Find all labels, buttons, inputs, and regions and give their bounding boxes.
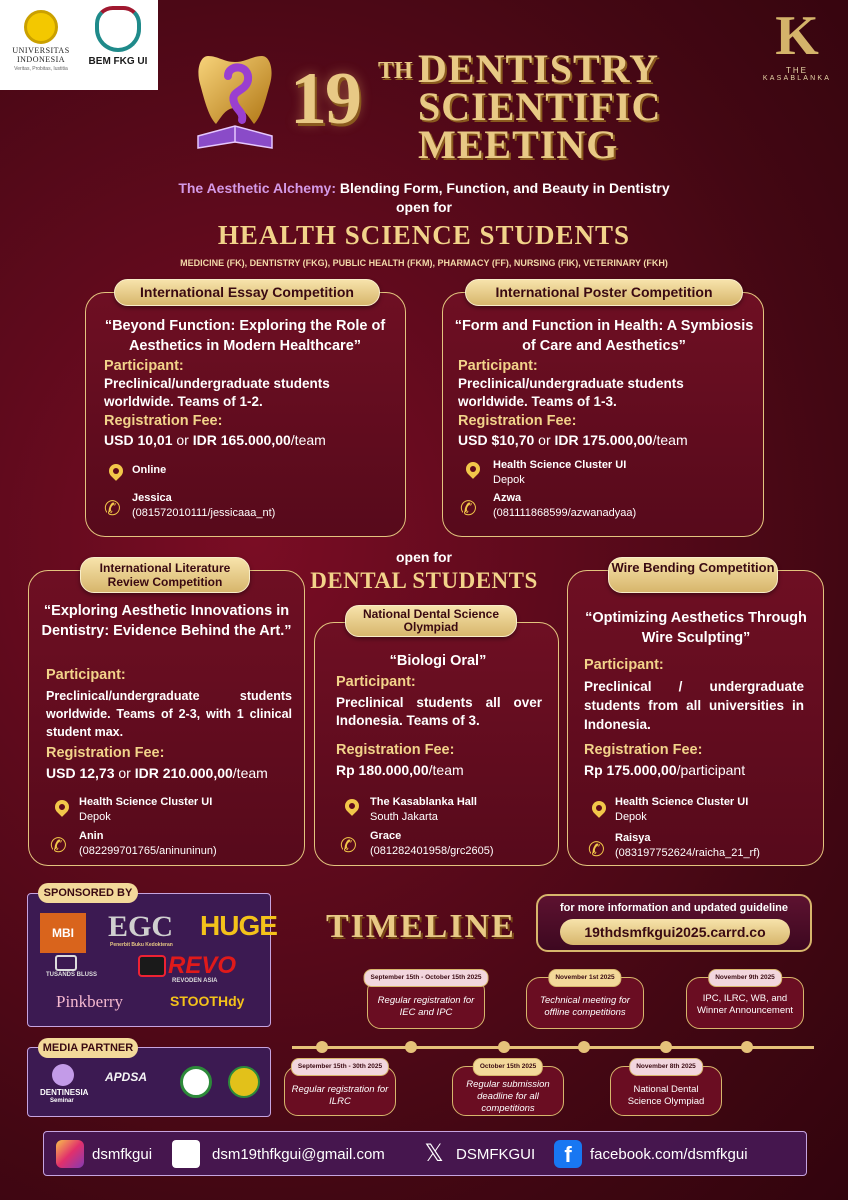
gmail-icon <box>172 1140 200 1168</box>
sponsor-stoothdy-logo: STOOTHdy <box>170 993 245 1009</box>
ilrc-location <box>79 795 212 825</box>
audience-heading: HEALTH SCIENCE STUDENTS <box>217 220 631 250</box>
media-dentinesia-sub: Seminar <box>50 1098 74 1104</box>
timeline-event <box>452 1063 564 1116</box>
timeline-dot <box>741 1041 753 1053</box>
ipc-theme: “Form and Function in Health: A Symbiosis of Care and Aesthetics” <box>454 318 754 354</box>
phone-icon: ✆ <box>340 835 357 857</box>
ipc-location <box>493 458 626 488</box>
ipc-fee-label: Registration Fee: <box>458 413 577 429</box>
ipc-contact <box>493 491 636 521</box>
title-line3: MEETING <box>418 122 619 167</box>
iec-contact-name: Jessica <box>132 492 172 504</box>
ilrc-contact-name: Anin <box>79 830 104 842</box>
event-title <box>418 46 662 167</box>
media-title: MEDIA PARTNER <box>38 1038 138 1058</box>
facebook-icon: f <box>554 1140 582 1168</box>
ui-logo <box>6 6 76 84</box>
ipc-fee-or: or <box>534 432 555 448</box>
open-for-label: open for <box>396 199 452 215</box>
sponsor-revo-sub: REVODEN ASIA <box>172 978 218 984</box>
theme-rest: Blending Form, Function, and Beauty in Dentistry <box>335 180 670 196</box>
ndso-location <box>370 795 477 825</box>
timeline-event-date: November 8th 2025 <box>629 1058 703 1076</box>
phone-icon: ✆ <box>50 835 67 857</box>
ipc-participant: Preclinical/undergraduate students worldwide. Teams of 1-3. <box>458 376 684 409</box>
timeline-line <box>292 1046 814 1049</box>
info-url-link[interactable]: 19thdsmfkgui2025.carrd.co <box>560 919 790 945</box>
title-line2: SCIENTIFIC <box>418 84 662 129</box>
sponsor-revo-logo: REVO <box>168 952 237 979</box>
theme-highlight: The Aesthetic Alchemy: <box>178 180 336 196</box>
timeline-event-text: National Dental Science Olympiad <box>627 1084 705 1107</box>
ilrc-participant-label: Participant: <box>46 667 126 683</box>
iec-fee <box>104 432 326 448</box>
ilrc-location-name: Health Science Cluster UI <box>79 796 213 808</box>
timeline-event <box>526 974 644 1029</box>
dentinesia-icon <box>52 1064 74 1086</box>
bem-logo-label: BEM FKG UI <box>88 56 148 67</box>
wb-label: Wire Bending Competition <box>608 557 778 593</box>
ilrc-participant: Preclinical/undergraduate students worldwide. Teams of 2-3, with 1 clinical student max. <box>46 689 292 739</box>
wb-theme: “Optimizing Aesthetics Through Wire Sculpting” <box>585 610 807 646</box>
ndso-contact-detail: (081282401958/grc2605) <box>370 845 494 857</box>
iec-participant: Preclinical/undergraduate students worldwide. Teams of 1-2. <box>104 376 330 409</box>
wb-contact-detail: (083197752624/raicha_21_rf) <box>615 847 760 859</box>
revo-shield-icon <box>138 955 166 977</box>
ilrc-fee-label: Registration Fee: <box>46 745 165 761</box>
timeline-dot <box>578 1041 590 1053</box>
kasablanka-logo <box>760 6 834 82</box>
iec-location <box>132 463 166 478</box>
ndso-location-name: The Kasablanka Hall <box>370 796 477 808</box>
sponsor-tusands-logo: TUSANDS BLUSS <box>46 972 98 978</box>
phone-icon: ✆ <box>588 839 605 861</box>
email-address[interactable]: dsm19thfkgui@gmail.com <box>212 1146 385 1163</box>
title-line1: DENTISTRY <box>418 46 659 91</box>
event-theme <box>0 180 848 196</box>
ndso-participant-label: Participant: <box>336 674 416 690</box>
ipc-fee-unit: /team <box>652 432 688 448</box>
ilrc-fee-usd: USD 12,73 <box>46 765 115 781</box>
timeline-event-text: IPC, ILRC, WB, and Winner Announcement <box>696 993 794 1016</box>
media-dentinesia-logo: DENTINESIA <box>40 1088 89 1097</box>
iec-contact-detail: (081572010111/jessicaaa_nt) <box>132 507 276 519</box>
majors-list: MEDICINE (FK), DENTISTRY (FKG), PUBLIC HEALTH (FKM), PHARMACY (FF), NURSING (FIK), VETERINARY (FKH) <box>180 258 668 268</box>
ui-logo-name2: INDONESIA <box>16 55 66 64</box>
timeline-event-text: Regular registration for IEC and IPC <box>377 995 475 1018</box>
wb-fee-amount: Rp 175.000,00 <box>584 762 677 778</box>
iec-contact <box>132 491 275 521</box>
ilrc-fee <box>46 765 268 781</box>
iec-fee-idr: IDR 165.000,00 <box>192 432 291 448</box>
kasablanka-letter: K <box>775 5 819 67</box>
sponsor-mbi-logo: MBI <box>40 913 86 953</box>
iec-theme: “Beyond Function: Exploring the Role of Aesthetics in Modern Healthcare” <box>104 318 386 354</box>
iec-fee-usd: USD 10,01 <box>104 432 173 448</box>
ndso-theme: “Biologi Oral” <box>389 653 487 669</box>
ilrc-theme: “Exploring Aesthetic Innovations in Dentistry: Evidence Behind the Art.” <box>41 603 292 639</box>
wb-contact <box>615 831 760 861</box>
ndso-fee-unit: /team <box>428 762 464 778</box>
ndso-fee-label: Registration Fee: <box>336 742 455 758</box>
ilrc-label: International Literature Review Competition <box>80 557 250 593</box>
timeline-event-date: November 9th 2025 <box>708 969 782 987</box>
sponsor-pinkberry-logo: Pinkberry <box>56 992 124 1011</box>
kasablanka-line2: KASABLANKA <box>762 75 832 82</box>
title-number: 19 <box>290 58 360 140</box>
title-suffix: TH <box>378 58 413 84</box>
bem-logo <box>82 4 154 86</box>
iec-fee-or: or <box>172 432 193 448</box>
ilrc-contact <box>79 829 217 859</box>
facebook-link[interactable]: facebook.com/dsmfkgui <box>590 1146 748 1163</box>
info-box <box>536 894 812 952</box>
sponsor-egc-sub: Penerbit Buku Kedokteran <box>110 942 173 948</box>
sponsor-huge-logo: HUGE <box>200 910 277 941</box>
iec-participant-label: Participant: <box>104 358 184 374</box>
ndso-label: National Dental Science Olympiad <box>345 605 517 637</box>
shirt-icon <box>55 955 77 971</box>
wb-fee-label: Registration Fee: <box>584 742 703 758</box>
timeline-event <box>367 974 485 1029</box>
iec-label: International Essay Competition <box>114 279 380 306</box>
ipc-contact-name: Azwa <box>493 492 522 504</box>
ndso-fee <box>336 762 464 778</box>
timeline-event-date: September 15th - 30th 2025 <box>291 1058 389 1076</box>
timeline-event-text: Technical meeting for offline competitions <box>540 995 630 1018</box>
wb-fee <box>584 762 745 778</box>
ndso-location-sub: South Jakarta <box>370 811 438 823</box>
timeline-event-text: Regular registration for ILRC <box>291 1084 389 1107</box>
ui-logo-motto: Veritas, Probitas, Iustitia <box>14 66 68 72</box>
partner-seal-icon <box>228 1066 260 1098</box>
ipc-location-name: Health Science Cluster UI <box>493 459 627 471</box>
ilrc-fee-idr: IDR 210.000,00 <box>134 765 233 781</box>
timeline-title: TIMELINE <box>326 908 516 945</box>
ilrc-contact-detail: (082299701765/aninuninun) <box>79 845 217 857</box>
dental-open-for: open for <box>396 549 452 565</box>
timeline-dot <box>405 1041 417 1053</box>
ilrc-fee-or: or <box>114 765 135 781</box>
timeline-dot <box>498 1041 510 1053</box>
wb-location-sub: Depok <box>615 811 647 823</box>
timeline-event <box>610 1063 722 1116</box>
tooth-book-mascot-icon <box>190 46 280 156</box>
x-icon: 𝕏 <box>424 1140 444 1167</box>
ipc-fee <box>458 432 688 448</box>
sponsor-title: SPONSORED BY <box>38 883 138 903</box>
ndso-fee-amount: Rp 180.000,00 <box>336 762 429 778</box>
timeline-event-text: Regular submission deadline for all competitions <box>466 1079 550 1114</box>
timeline-event <box>284 1063 396 1116</box>
wb-location <box>615 795 748 825</box>
ilrc-location-sub: Depok <box>79 811 111 823</box>
timeline-event-date: October 15th 2025 <box>473 1058 543 1076</box>
ndso-contact-name: Grace <box>370 830 402 842</box>
phone-icon: ✆ <box>460 498 477 520</box>
wb-participant: Preclinical / undergraduate students from all universities in Indonesia. <box>584 679 804 732</box>
ipc-contact-detail: (081111868599/azwanadyaa) <box>493 507 637 519</box>
instagram-handle[interactable]: dsmfkgui <box>92 1146 153 1163</box>
x-handle[interactable]: DSMFKGUI <box>456 1146 536 1163</box>
sponsor-egc-logo: EGC <box>108 910 174 943</box>
iec-location-name: Online <box>132 464 167 476</box>
info-text: for more information and updated guideline <box>560 902 788 914</box>
social-footer <box>43 1131 807 1176</box>
iec-fee-unit: /team <box>290 432 326 448</box>
bem-shield-icon <box>95 6 141 52</box>
iec-fee-label: Registration Fee: <box>104 413 223 429</box>
wb-contact-name: Raisya <box>615 832 651 844</box>
ipc-fee-idr: IDR 175.000,00 <box>554 432 653 448</box>
timeline-dot <box>316 1041 328 1053</box>
instagram-icon <box>56 1140 84 1168</box>
wb-location-name: Health Science Cluster UI <box>615 796 749 808</box>
ui-logo-name: UNIVERSITAS <box>12 46 70 55</box>
ndso-contact <box>370 829 494 859</box>
dental-heading: DENTAL STUDENTS <box>310 568 538 593</box>
ui-emblem-icon <box>24 10 58 44</box>
partner-emblem-icon <box>180 1066 212 1098</box>
timeline-event <box>686 974 804 1029</box>
wb-fee-unit: /participant <box>676 762 746 778</box>
timeline-event-date: September 15th - October 15th 2025 <box>364 969 489 987</box>
ilrc-fee-unit: /team <box>232 765 268 781</box>
ipc-label: International Poster Competition <box>465 279 743 306</box>
logo-panel <box>0 0 158 90</box>
wb-participant-label: Participant: <box>584 657 664 673</box>
ipc-participant-label: Participant: <box>458 358 538 374</box>
timeline-event-date: November 1st 2025 <box>548 969 621 987</box>
media-apdsa-logo: APDSA <box>105 1070 148 1084</box>
phone-icon: ✆ <box>104 498 121 520</box>
ipc-fee-usd: USD $10,70 <box>458 432 535 448</box>
timeline-dot <box>660 1041 672 1053</box>
kasablanka-line1: THE <box>786 66 808 75</box>
ipc-location-sub: Depok <box>493 474 525 486</box>
ndso-participant: Preclinical students all over Indonesia. Teams of 3. <box>336 695 542 728</box>
